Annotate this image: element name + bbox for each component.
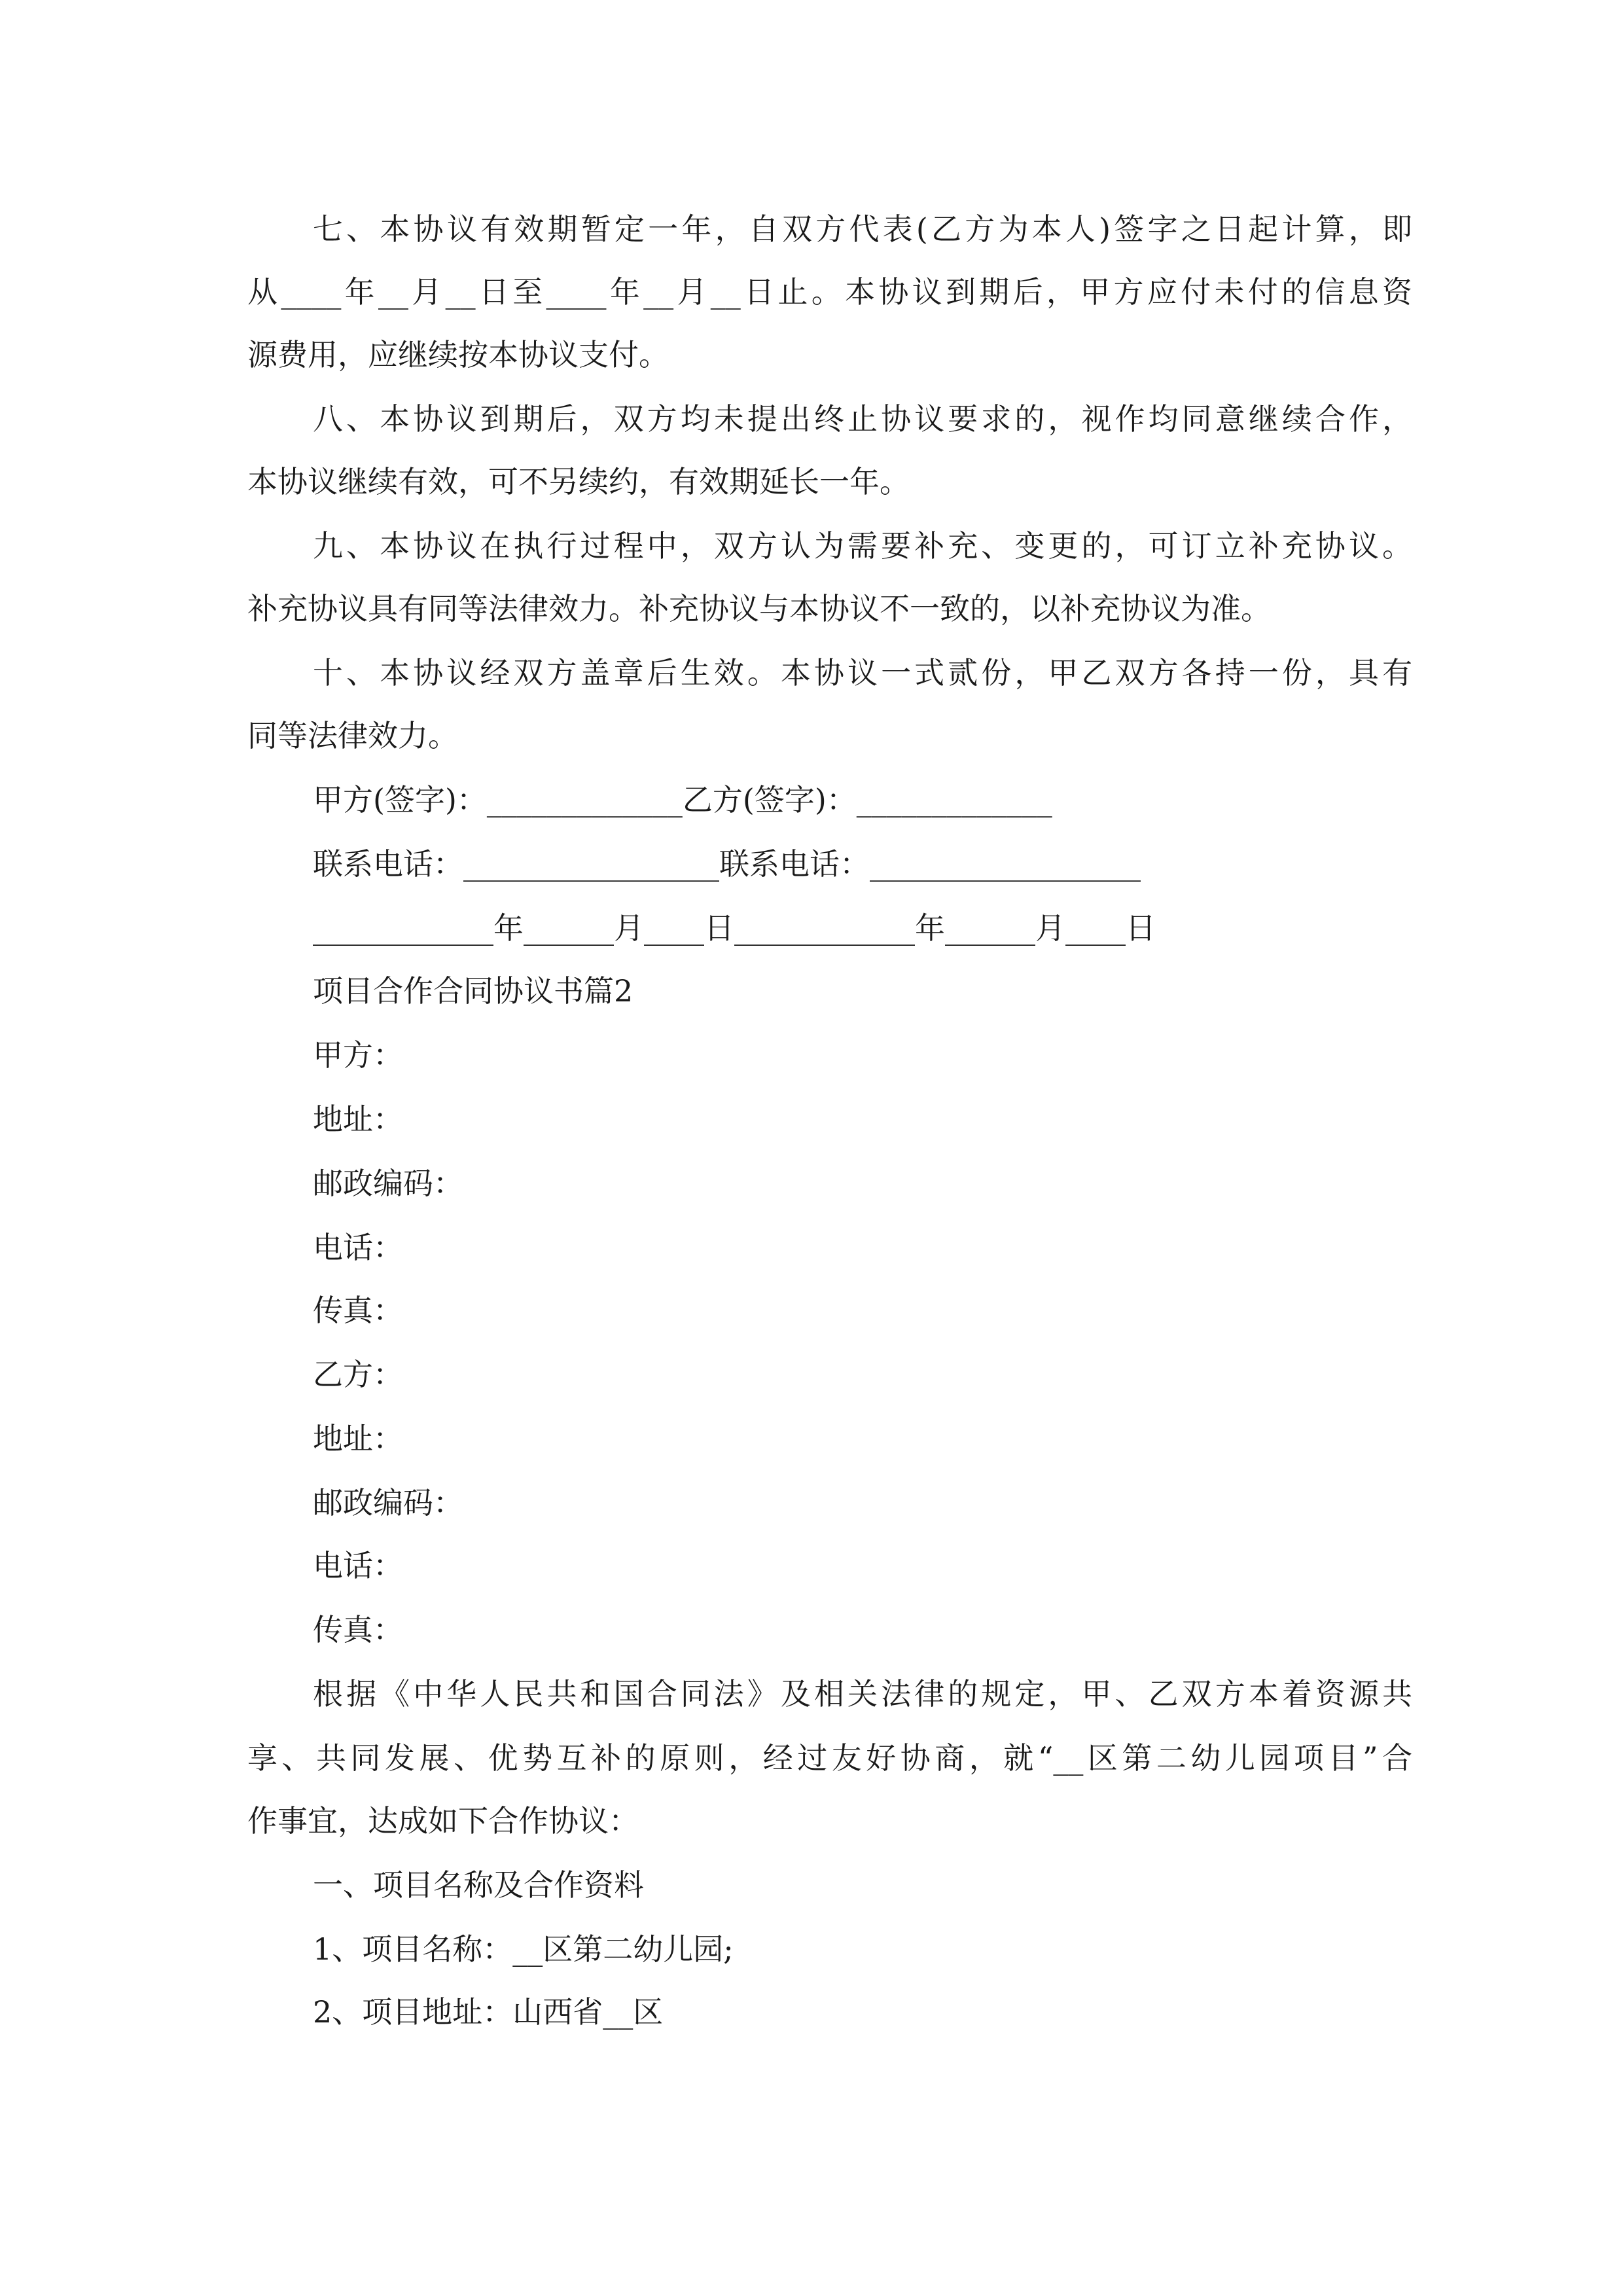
section-2-title: 项目合作合同协议书篇2 xyxy=(313,973,633,1009)
item-1-heading: 一、项目名称及合作资料 xyxy=(313,1867,644,1903)
clause-7-line-2: 从____年__月__日至____年__月__日止。本协议到期后，甲方应付未付的信息资 xyxy=(247,274,1412,310)
party-a-label: 甲方： xyxy=(313,1037,403,1073)
clause-7-line-3: 源费用，应继续按本协议支付。 xyxy=(247,337,669,372)
party-b-phone: 电话： xyxy=(313,1548,403,1583)
party-b-postcode: 邮政编码： xyxy=(313,1485,463,1520)
clause-9-line-2: 补充协议具有同等法律效力。补充协议与本协议不一致的，以补充协议为准。 xyxy=(247,591,1271,626)
preamble-line-1: 根据《中华人民共和国合同法》及相关法律的规定，甲、乙双方本着资源共 xyxy=(313,1676,1412,1712)
date-line: ____________年______月____日____________年______月____日 xyxy=(313,910,1156,946)
party-a-postcode: 邮政编码： xyxy=(313,1166,463,1201)
clause-10-line-1: 十、本协议经双方盖章后生效。本协议一式贰份，甲乙双方各持一份，具有 xyxy=(313,655,1412,691)
clause-8-line-2: 本协议继续有效，可不另续约，有效期延长一年。 xyxy=(247,464,910,499)
clause-10-line-2: 同等法律效力。 xyxy=(247,718,458,753)
item-1-2: 2、项目地址：山西省__区 xyxy=(313,1994,664,2030)
clause-7-line-1: 七、本协议有效期暂定一年，自双方代表(乙方为本人)签字之日起计算，即 xyxy=(313,211,1412,247)
phone-line: 联系电话：_________________联系电话：__________________ xyxy=(313,846,1141,882)
preamble-line-3: 作事宜，达成如下合作协议： xyxy=(247,1803,639,1839)
party-a-phone: 电话： xyxy=(313,1230,403,1265)
clause-8-line-1: 八、本协议到期后，双方均未提出终止协议要求的，视作均同意继续合作， xyxy=(313,401,1412,437)
item-1-1: 1、项目名称：__区第二幼儿园; xyxy=(313,1931,734,1967)
party-b-fax: 传真： xyxy=(313,1612,403,1647)
clause-9-line-1: 九、本协议在执行过程中，双方认为需要补充、变更的，可订立补充协议。 xyxy=(313,528,1412,564)
party-a-fax: 传真： xyxy=(313,1293,403,1328)
signature-line: 甲方(签字)：_____________乙方(签字)：_____________ xyxy=(313,782,1052,817)
party-a-address: 地址： xyxy=(313,1102,403,1137)
party-b-address: 地址： xyxy=(313,1421,403,1456)
preamble-line-2: 享、共同发展、优势互补的原则，经过友好协商，就“__区第二幼儿园项目”合 xyxy=(247,1740,1412,1776)
party-b-label: 乙方： xyxy=(313,1357,403,1392)
